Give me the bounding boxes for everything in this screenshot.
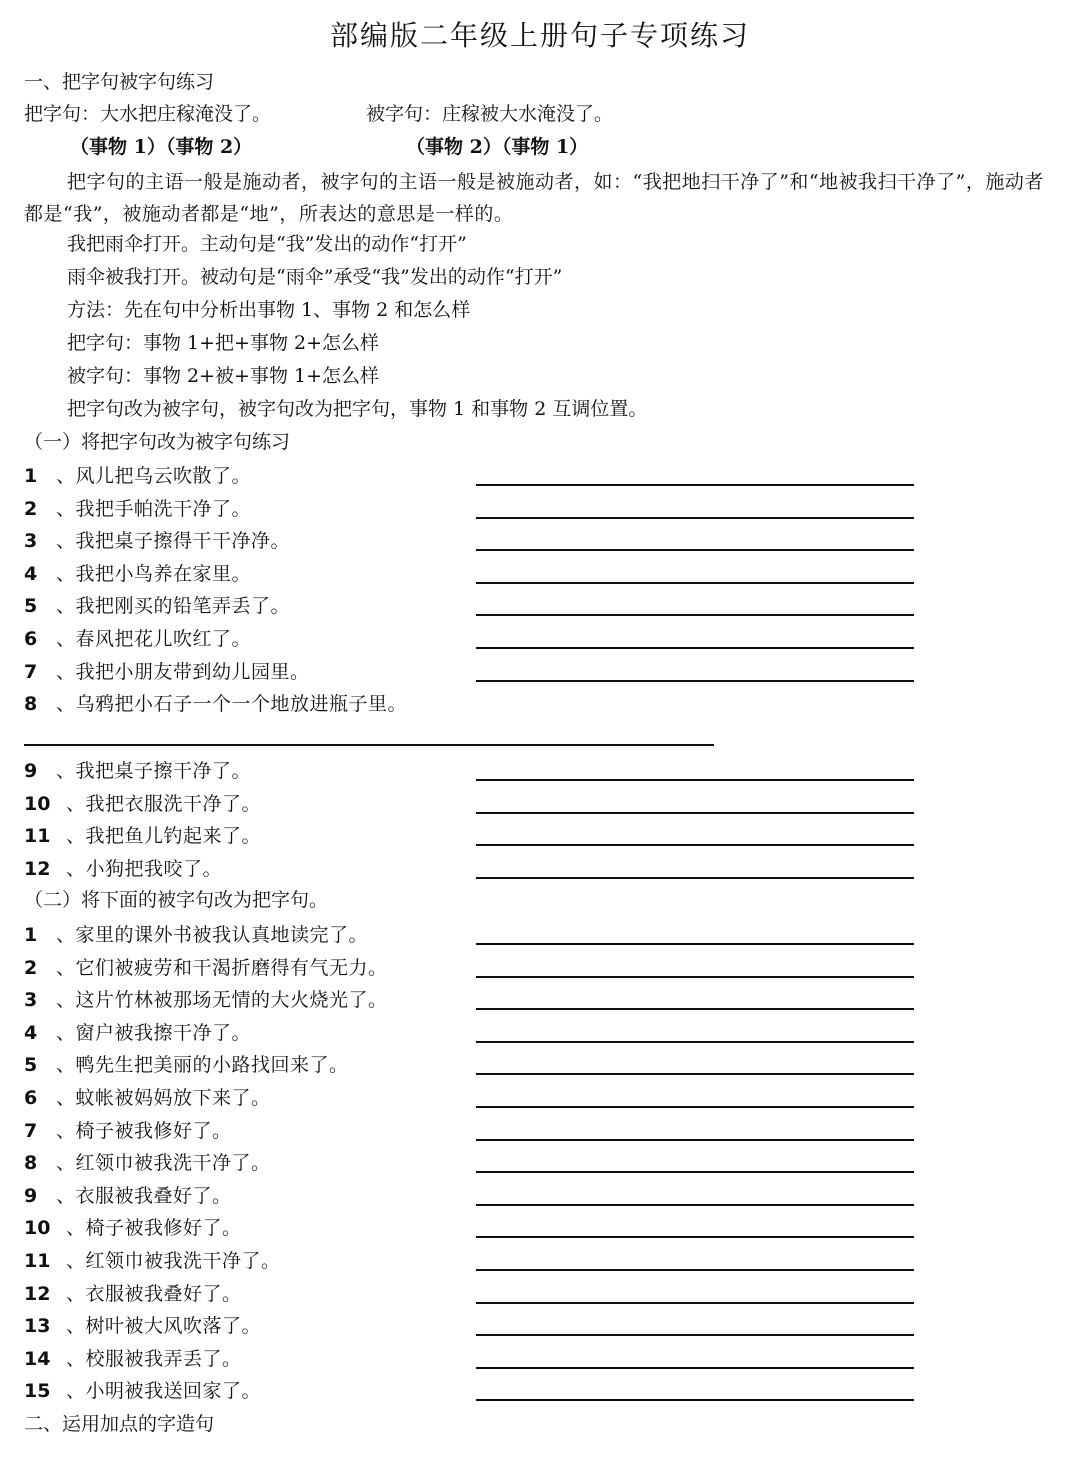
item-sentence: 、我把小朋友带到幼儿园里。 xyxy=(56,660,310,683)
part2-heading: （二）将下面的被字句改为把字句。 xyxy=(24,889,329,911)
exercise-item xyxy=(0,1049,1080,1081)
answer-line[interactable] xyxy=(476,582,914,584)
item-number: 7 xyxy=(24,1119,38,1142)
item-number: 13 xyxy=(24,1315,51,1338)
answer-line[interactable] xyxy=(476,1041,914,1043)
item-sentence: 、我把鱼儿钓起来了。 xyxy=(66,825,262,848)
exercise-item xyxy=(0,493,1080,525)
answer-line[interactable] xyxy=(476,517,914,519)
item-number: 2 xyxy=(24,497,38,520)
answer-line[interactable] xyxy=(476,1399,914,1401)
item-number: 10 xyxy=(24,1217,51,1240)
item-number: 3 xyxy=(24,530,38,553)
item-sentence: 、这片竹林被那场无情的大火烧光了。 xyxy=(56,989,388,1012)
exercise-item xyxy=(0,688,1080,720)
section1-heading: 一、把字句被字句练习 xyxy=(24,71,215,93)
answer-line[interactable] xyxy=(476,976,914,978)
item-number: 7 xyxy=(24,660,38,683)
exercise-item xyxy=(0,460,1080,492)
exercise-item xyxy=(0,656,1080,688)
item-sentence: 、衣服被我叠好了。 xyxy=(56,1184,232,1207)
note-1: 我把雨伞打开。主动句是“我”发出的动作“打开” xyxy=(67,233,467,255)
exercise-item xyxy=(0,984,1080,1016)
item-sentence: 、窗户被我擦干净了。 xyxy=(56,1021,252,1044)
exercise-item xyxy=(0,952,1080,984)
exercise-item xyxy=(0,1212,1080,1244)
exercise-item xyxy=(0,1343,1080,1375)
item-sentence: 、椅子被我修好了。 xyxy=(56,1119,232,1142)
answer-line[interactable] xyxy=(476,1236,914,1238)
exercise-item xyxy=(0,525,1080,557)
exercise-item xyxy=(0,558,1080,590)
example-bei-sentence: 被字句：庄稼被大水淹没了。 xyxy=(366,103,614,125)
item-sentence: 、家里的课外书被我认真地读完了。 xyxy=(56,924,369,946)
answer-line[interactable] xyxy=(476,1106,914,1108)
exercise-item xyxy=(0,1278,1080,1310)
item-number: 6 xyxy=(24,1087,38,1109)
item-sentence: 、我把小鸟养在家里。 xyxy=(56,562,252,585)
note-ba-formula: 把字句：事物 1+把+事物 2+怎么样 xyxy=(67,332,380,354)
example-ba-sentence: 把字句：大水把庄稼淹没了。 xyxy=(24,103,272,125)
item-sentence: 、我把刚买的铅笔弄丢了。 xyxy=(56,595,291,618)
item-sentence: 、校服被我弄丢了。 xyxy=(66,1347,242,1370)
answer-line[interactable] xyxy=(476,1171,914,1173)
item-sentence: 、鸭先生把美丽的小路找回来了。 xyxy=(56,1054,349,1077)
item-sentence: 、我把手帕洗干净了。 xyxy=(56,497,252,520)
item-number: 1 xyxy=(24,465,38,487)
item-sentence: 、乌鸦把小石子一个一个地放进瓶子里。 xyxy=(56,693,408,716)
item-sentence: 、我把桌子擦干净了。 xyxy=(56,760,252,782)
section2-heading: 二、运用加点的字造句 xyxy=(24,1413,215,1435)
answer-line[interactable] xyxy=(476,943,914,945)
exercise-item xyxy=(0,1017,1080,1049)
exercise-item xyxy=(0,590,1080,622)
item-number: 3 xyxy=(24,989,38,1012)
item-sentence: 、红领巾被我洗干净了。 xyxy=(66,1250,281,1272)
answer-line-long[interactable] xyxy=(24,744,714,746)
exercise-item xyxy=(0,755,1080,787)
item-number: 5 xyxy=(24,1054,38,1077)
item-number: 9 xyxy=(24,1184,38,1207)
answer-line[interactable] xyxy=(476,877,914,879)
item-sentence: 、春风把花儿吹红了。 xyxy=(56,628,252,650)
item-sentence: 、风儿把乌云吹散了。 xyxy=(56,465,252,487)
exercise-item xyxy=(0,853,1080,885)
item-number: 4 xyxy=(24,562,38,585)
note-bei-formula: 被字句：事物 2+被+事物 1+怎么样 xyxy=(67,365,380,387)
exercise-item xyxy=(0,919,1080,951)
answer-line[interactable] xyxy=(476,1367,914,1369)
answer-line[interactable] xyxy=(476,1269,914,1271)
part1-heading: （一）将把字句改为被字句练习 xyxy=(24,431,291,453)
item-sentence: 、小明被我送回家了。 xyxy=(66,1380,262,1403)
answer-line[interactable] xyxy=(476,647,914,649)
answer-line[interactable] xyxy=(476,614,914,616)
exercise-item xyxy=(0,1310,1080,1342)
item-number: 9 xyxy=(24,760,38,782)
item-sentence: 、小狗把我咬了。 xyxy=(66,857,223,880)
item-number: 8 xyxy=(24,1152,38,1175)
exercise-item xyxy=(0,788,1080,820)
item-number: 6 xyxy=(24,628,38,650)
answer-line[interactable] xyxy=(476,1008,914,1010)
item-sentence: 、衣服被我叠好了。 xyxy=(66,1282,242,1305)
answer-line[interactable] xyxy=(476,1204,914,1206)
note-swap-rule: 把字句改为被字句，被字句改为把字句，事物 1 和事物 2 互调位置。 xyxy=(67,398,648,420)
answer-line[interactable] xyxy=(476,1334,914,1336)
answer-line[interactable] xyxy=(476,1139,914,1141)
answer-line[interactable] xyxy=(476,680,914,682)
item-number: 4 xyxy=(24,1021,38,1044)
item-number: 1 xyxy=(24,924,38,946)
item-sentence: 、椅子被我修好了。 xyxy=(66,1217,242,1240)
answer-line[interactable] xyxy=(476,1302,914,1304)
explanation-paragraph: 把字句的主语一般是施动者，被字句的主语一般是被施动者，如：“我把地扫干净了”和“地被我扫干净了”，施动者都是“我”，被施动者都是“地”，所表达的意思是一样的。 xyxy=(24,171,1044,225)
item-number: 14 xyxy=(24,1347,51,1370)
item-number: 11 xyxy=(24,825,51,848)
item-number: 5 xyxy=(24,595,38,618)
item-sentence: 、我把桌子擦得干干净净。 xyxy=(56,530,291,553)
answer-line[interactable] xyxy=(476,779,914,781)
answer-line[interactable] xyxy=(476,549,914,551)
exercise-item xyxy=(0,1245,1080,1277)
exercise-item xyxy=(0,1115,1080,1147)
example-ba-tags: （事物 1）（事物 2） xyxy=(70,136,253,158)
note-2: 雨伞被我打开。被动句是“雨伞”承受“我”发出的动作“打开” xyxy=(67,266,563,288)
item-number: 12 xyxy=(24,1282,51,1305)
item-number: 10 xyxy=(24,792,51,815)
item-sentence: 、蚊帐被妈妈放下来了。 xyxy=(56,1087,271,1109)
item-number: 2 xyxy=(24,956,38,979)
exercise-item xyxy=(0,1082,1080,1114)
item-sentence: 、红领巾被我洗干净了。 xyxy=(56,1152,271,1175)
note-method: 方法：先在句中分析出事物 1、事物 2 和怎么样 xyxy=(67,299,471,321)
item-number: 12 xyxy=(24,857,51,880)
item-sentence: 、树叶被大风吹落了。 xyxy=(66,1315,262,1338)
exercise-item xyxy=(0,1180,1080,1212)
exercise-item xyxy=(0,820,1080,852)
exercise-item xyxy=(0,623,1080,655)
exercise-item xyxy=(0,1375,1080,1407)
item-sentence: 、它们被疲劳和干渴折磨得有气无力。 xyxy=(56,956,388,979)
answer-line[interactable] xyxy=(476,844,914,846)
answer-line[interactable] xyxy=(476,1073,914,1075)
page-title: 部编版二年级上册句子专项练习 xyxy=(329,19,750,52)
exercise-item xyxy=(0,1147,1080,1179)
item-number: 8 xyxy=(24,693,38,716)
item-number: 15 xyxy=(24,1380,51,1403)
item-sentence: 、我把衣服洗干净了。 xyxy=(66,792,262,815)
answer-line[interactable] xyxy=(476,812,914,814)
item-number: 11 xyxy=(24,1250,51,1272)
answer-line[interactable] xyxy=(476,484,914,486)
example-bei-tags: （事物 2）（事物 1） xyxy=(406,136,589,158)
